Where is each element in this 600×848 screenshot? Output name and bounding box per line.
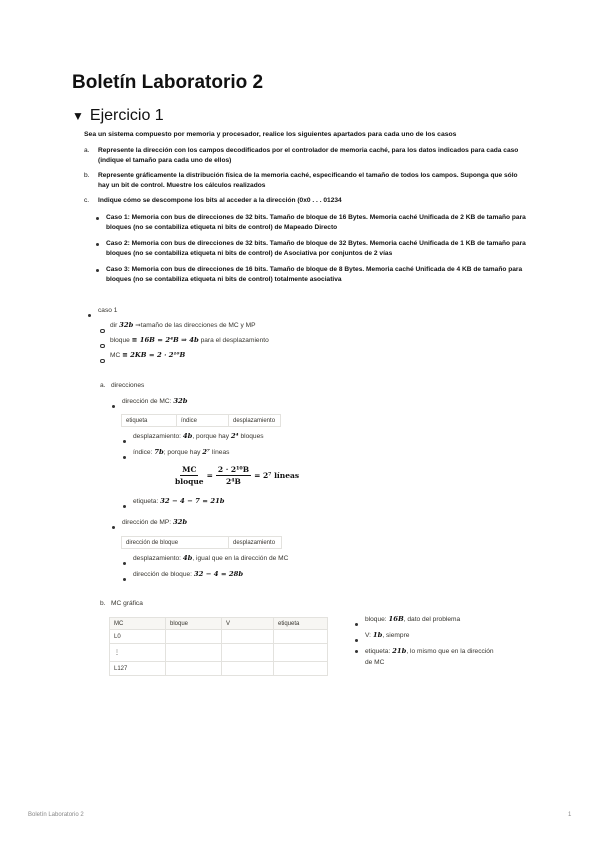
- list-marker: c.: [84, 197, 90, 204]
- list-marker: b.: [100, 600, 106, 607]
- table-cell: [166, 662, 222, 676]
- toggle-triangle-icon[interactable]: ▼: [72, 109, 84, 123]
- text: etiqueta:: [133, 497, 159, 505]
- caso-item: [96, 213, 526, 233]
- text: ⇒tamaño de las direcciones de MC y MP: [135, 322, 256, 329]
- math: 2⁷: [202, 448, 210, 456]
- task-text: Indique cómo se descompone los bits al acceder a la dirección (0x0 . . . 01234: [98, 197, 342, 204]
- math: 4b: [182, 432, 193, 440]
- math: 32b: [119, 321, 134, 329]
- column-header: etiqueta: [274, 618, 328, 630]
- column-header: MC: [110, 618, 166, 630]
- text: , dato del problema: [403, 615, 461, 623]
- math: 2⁴: [230, 432, 239, 440]
- math: 4b: [182, 554, 193, 562]
- caso-text: Caso 1: Memoria con bus de direcciones de 32 bits. Tamaño de bloque de 16 Bytes. Memoria caché Unificada de 2 KB de tamaño para bloques (no se contabiliza etiqueta ni bits de control) de Mapeado Directo: [106, 214, 526, 231]
- table-cell: [222, 630, 274, 644]
- text: desplazamiento:: [133, 432, 182, 440]
- list-marker: a.: [84, 147, 90, 154]
- bullet-icon: [96, 213, 106, 233]
- task-item: [84, 146, 530, 166]
- text: V:: [365, 631, 371, 639]
- list-marker: b.: [84, 172, 90, 179]
- numerator: MC: [182, 465, 197, 474]
- math: ≡ 16B = 2⁴B ⇒ 4b: [131, 336, 199, 344]
- fraction: [216, 465, 251, 486]
- caso1-item: [88, 307, 117, 314]
- math: 32 − 4 − 7 = 21b: [160, 497, 225, 505]
- text: MC: [110, 351, 121, 359]
- bullet-icon: [96, 239, 106, 259]
- text: ; porque hay: [163, 448, 201, 456]
- task-text: Represente la dirección con los campos decodificados por el controlador de memoria caché, para los datos indicados para cada caso (indique el tamaño para cada uno de ellos): [98, 147, 519, 164]
- text: dirección de MP:: [122, 518, 172, 526]
- result: = 2⁷ líneas: [254, 471, 300, 480]
- mc-cache-table: [109, 617, 328, 676]
- lines-equation: [172, 465, 299, 486]
- text: dir: [110, 321, 118, 329]
- text: índice:: [133, 448, 153, 456]
- caso-item: [96, 239, 526, 259]
- table-row: [110, 662, 328, 676]
- caso-text: Caso 2: Memoria con bus de direcciones de 32 bits. Tamaño de bloque de 32 Bytes. Memoria caché Unificada de 1 KB de tamaño para bloques (no se contabiliza etiqueta ni bits de control) de Asociativa por conjuntos de 2 vías: [106, 240, 526, 257]
- mc-item: [100, 351, 185, 359]
- table-cell: ⋮: [110, 644, 166, 662]
- text: etiqueta:: [365, 648, 391, 655]
- math: 32b: [173, 397, 188, 405]
- table-cell: desplazamiento: [229, 537, 282, 549]
- math: 32 − 4 = 28b: [193, 570, 244, 578]
- table-cell: etiqueta: [122, 415, 177, 427]
- text: bloque: [110, 336, 130, 344]
- text: líneas: [211, 448, 230, 456]
- text: , porque hay: [192, 432, 230, 440]
- table-cell: [274, 662, 328, 676]
- math: 7b: [154, 448, 164, 456]
- table-row: [110, 630, 328, 644]
- desp-item: [123, 432, 264, 440]
- math: 32b: [172, 518, 188, 526]
- math: ≡ 2KB = 2 · 2¹⁰B: [122, 351, 186, 359]
- dir-mc-item: [112, 397, 188, 405]
- table-cell: desplazamiento: [229, 415, 281, 427]
- mp-bloque-item: [123, 570, 243, 578]
- table-cell: índice: [177, 415, 229, 427]
- note-v: [355, 631, 409, 639]
- denominator: bloque: [175, 477, 204, 486]
- math: 21b: [392, 647, 407, 655]
- bloque-item: [100, 336, 269, 344]
- mp-address-table: [121, 536, 282, 549]
- mc-address-table: [121, 414, 281, 427]
- text: MC gráfica: [111, 600, 143, 607]
- table-header-row: [110, 618, 328, 630]
- table-cell: L0: [110, 630, 166, 644]
- column-header: bloque: [166, 618, 222, 630]
- mp-desp-item: [123, 554, 288, 562]
- bullet-icon: [355, 646, 365, 668]
- intro-text: Sea un sistema compuesto por memoria y procesador, realice los siguientes apartados para cada uno de los casos: [84, 131, 457, 138]
- casos-list: [96, 213, 526, 291]
- page-number: 1: [568, 812, 572, 818]
- etiqueta-item: [123, 497, 225, 505]
- task-item: [84, 171, 530, 191]
- task-text: Represente gráficamente la distribución física de la memoria caché, especificando el tamaño de todos los campos. Suponga que sólo hay un bit de control. Muestre los cálculos realizados: [98, 172, 518, 189]
- caso-text: Caso 3: Memoria con bus de direcciones de 16 bits. Tamaño de bloque de 8 Bytes. Memoria caché Unificada de 4 KB de tamaño para bloques (no se contabiliza etiqueta ni bits de control) totalmente asociativa: [106, 266, 523, 283]
- math: 1b: [372, 631, 383, 639]
- text: , lo mismo que en la dirección de MC: [365, 648, 494, 666]
- text: dirección de MC:: [122, 397, 172, 405]
- table-cell: [166, 644, 222, 662]
- text: , igual que en la dirección de MC: [192, 554, 289, 562]
- note-bloque: [355, 615, 460, 623]
- bullet-icon: [96, 265, 106, 285]
- column-header: V: [222, 618, 274, 630]
- text: para el desplazamiento: [200, 336, 269, 344]
- direcciones-heading: [100, 382, 144, 389]
- table-cell: [222, 662, 274, 676]
- table-cell: dirección de bloque: [122, 537, 229, 549]
- dir-mp-item: [112, 518, 187, 526]
- text: , siempre: [382, 631, 410, 639]
- caso1-label: caso 1: [98, 307, 118, 314]
- fraction: [175, 465, 204, 486]
- denominator: 2⁴B: [226, 477, 241, 486]
- caso-item: [96, 265, 526, 285]
- text: bloques: [240, 432, 264, 440]
- indice-item: [123, 448, 229, 456]
- dir-item: [100, 321, 255, 329]
- page-title: Boletín Laboratorio 2: [72, 72, 264, 93]
- table-cell: [222, 644, 274, 662]
- text: dirección de bloque:: [133, 570, 193, 578]
- list-marker: a.: [100, 382, 106, 389]
- table-row: [110, 644, 328, 662]
- equals: =: [206, 471, 213, 480]
- numerator: 2 · 2¹⁰B: [217, 465, 250, 474]
- table-cell: [274, 630, 328, 644]
- text: desplazamiento:: [133, 554, 182, 562]
- table-cell: L127: [110, 662, 166, 676]
- section-toggle[interactable]: [72, 107, 164, 125]
- math: 16B: [388, 615, 404, 623]
- grafica-heading: [100, 600, 143, 607]
- footer-title: Boletín Laboratorio 2: [28, 812, 84, 818]
- table-cell: [274, 644, 328, 662]
- section-heading: Ejercicio 1: [89, 107, 164, 124]
- task-item: [84, 196, 530, 206]
- table-cell: [166, 630, 222, 644]
- note-etiqueta: [355, 646, 495, 668]
- text: direcciones: [111, 382, 145, 389]
- task-list: [84, 146, 530, 211]
- text: bloque:: [365, 615, 387, 623]
